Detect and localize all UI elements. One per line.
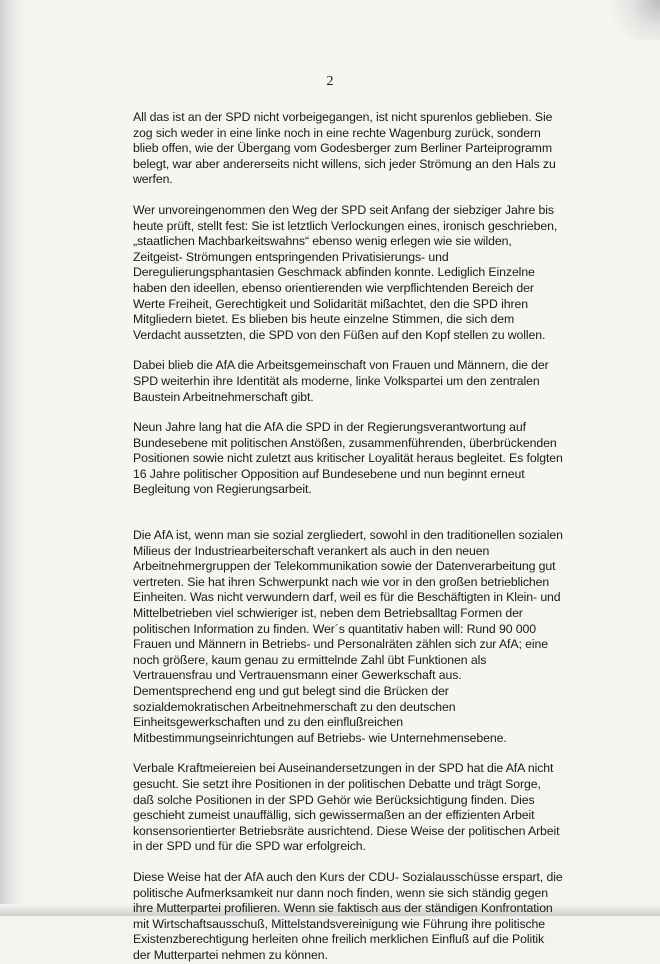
scan-shadow-left [0, 0, 26, 916]
paragraph-2: Wer unvoreingenommen den Weg der SPD seit Anfang der siebziger Jahre bis heute prüft, stellt fest: Sie ist letztlich Verlockungen eines, ironisch geschrieben, „staatlichen Machbarkeitswahns“ ebenso wenig erlegen wie sie wilden, Zeitgeist- Strömungen entspringenden Privatisierungs- und Deregulierungsphantasien Geschmack abfinden konnte. Lediglich Einzelne haben den ideellen, ebenso orientierenden wie verpflichtenden Bereich der Werte Freiheit, Gerechtigkeit und Solidarität mißachtet, den die SPD ihren Mitgliedern bietet. Es blieben bis heute einzelne Stimmen, die sich dem Verdacht aussetzten, die SPD von den Füßen auf den Kopf stellen zu wollen. [133, 202, 558, 342]
paragraph-5: Die AfA ist, wenn man sie sozial zergliedert, sowohl in den traditionellen sozialen Milieus der Industriearbeiterschaft verankert als auch in den neuen Arbeitnehmergruppen der Telekommunikation sowie der Datenverarbeitung gut vertreten. Sie hat ihren Schwerpunkt nach wie vor in den großen betrieblichen Einheiten. Was nicht verwundern darf, weil es für die Beschäftigten in Klein- und Mittelbetrieben viel schwieriger ist, neben dem Betriebsalltag Formen der politischen Information zu finden. Wer´s quantitativ haben will: Rund 90 000 Frauen und Männern in Betriebs- und Personalräten zählen sich zur AfA; eine noch größere, kaum genau zu ermittelnde Zahl übt Funktionen als Vertrauensfrau und Vertrauensmann einer Gewerkschaft aus. Dementsprechend eng und gut belegt sind die Brücken der sozialdemokratischen Arbeitnehmerschaft zu den deutschen Einheitsgewerkschaften und zu den einflußreichen Mitbestimmungseinrichtungen auf Betriebs- wie Unternehmensebene. [133, 528, 563, 745]
scan-shadow-corner [600, 0, 660, 40]
paragraph-4: Neun Jahre lang hat die AfA die SPD in der Regierungsverantwortung auf Bundesebene mit politischen Anstößen, zusammenführenden, überbrückenden Positionen sowie nicht zuletzt aus kritischer Loyalität heraus begleitet. Es folgten 16 Jahre politischer Opposition auf Bundesebene und nun beginnt erneut Begleitung von Regierungsarbeit. [133, 420, 563, 497]
page-number: 2 [326, 74, 334, 89]
body-text [133, 110, 563, 964]
paragraph-1: All das ist an der SPD nicht vorbeigegangen, ist nicht spurenlos geblieben. Sie zog sich weder in eine linke noch in eine rechte Wagenburg zurück, sondern blieb offen, wie der Übergang vom Godesberger zum Berliner Parteiprogramm belegt, war aber andererseits nicht willens, sich jeder Strömung an den Hals zu werfen. [133, 110, 556, 187]
paragraph-6: Verbale Kraftmeiereien bei Auseinandersetzungen in der SPD hat die AfA nicht gesucht. Sie setzt ihre Positionen in der politischen Debatte und trägt Sorge, daß solche Positionen in der SPD Gehör wie Berücksichtigung finden. Dies geschieht zumeist unauffällig, sich gewissermaßen an der effizienten Arbeit konsensorientierter Betriebsräte ausrichtend. Diese Weise der politischen Arbeit in der SPD und für die SPD war erfolgreich. [133, 761, 560, 854]
paragraph-7: Diese Weise hat der AfA auch den Kurs der CDU- Sozialausschüsse erspart, die politische Aufmerksamkeit nur dann noch finden, wenn sie sich ständig gegen ihre Mutterpartei profilieren. Wenn sie faktisch aus der ständigen Konfrontation mit Wirtschaftsausschuß, Mittelstandsvereinigung wie Führung ihre politische Existenzberechtigung herleiten ohne freilich merklichen Einfluß auf die Politik der Mutterpartei nehmen zu können. [133, 869, 563, 962]
paragraph-3: Dabei blieb die AfA die Arbeitsgemeinschaft von Frauen und Männern, die der SPD weiterhin ihre Identität als moderne, linke Volkspartei um den zentralen Baustein Arbeitnehmerschaft gibt. [133, 358, 549, 404]
